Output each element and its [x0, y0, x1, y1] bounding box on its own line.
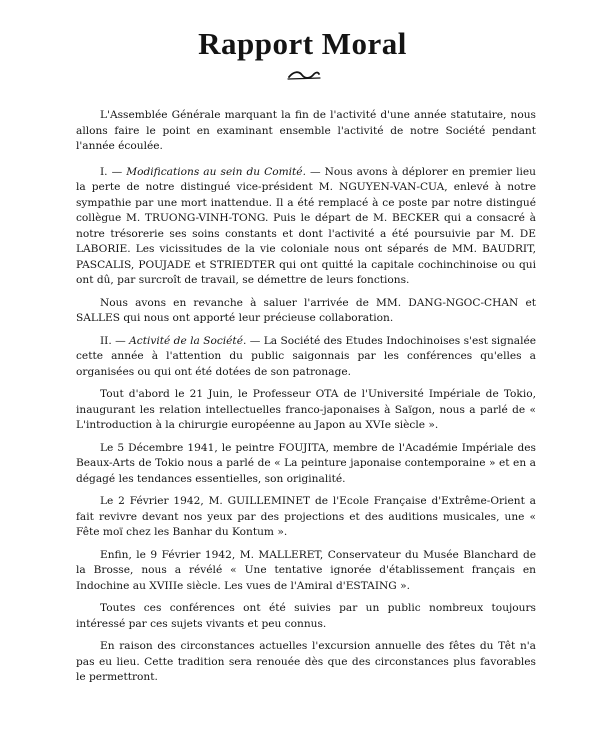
section-number: II. — [100, 334, 126, 347]
paragraph-text: Le 5 Décembre 1941, le peintre FOUJITA, membre de l'Académie Impériale des Beaux-Arts de Tokio nous a parlé de « La peinture japonaise contemporaine » et en a dégagé les tendances essentielles, son originalité. [76, 441, 536, 485]
paragraph-text: La Société des Etudes Indochinoises s'est signalée cette année à l'attention du public saigonnais par les conférences qu'elles a organisées ou qui ont été dotées de son patronage. [76, 334, 537, 378]
section-heading: Activité de la Société. — [129, 334, 261, 347]
paragraph-text: Toutes ces conférences ont été suivies par un public nombreux toujours intéressé par ces sujets vivants et peu connus. [76, 602, 536, 630]
report-body [76, 108, 536, 693]
paragraph-intro [76, 108, 536, 155]
ornament-flourish-icon [286, 68, 322, 82]
paragraph-section-1 [76, 165, 536, 289]
paragraph-ota [76, 387, 536, 434]
paragraph-text: En raison des circonstances actuelles l'excursion annuelle des fêtes du Têt n'a pas eu lieu. Cette tradition sera renouée dès que des circonstances plus favorables le permettront. [76, 640, 536, 683]
paragraph-text: Le 2 Février 1942, M. GUILLEMINET de l'Ecole Française d'Extrême-Orient a fait revivre devant nos yeux par des projections et des auditions musicales, une « Fête moï chez les Banhar du Kontum ». [76, 495, 536, 538]
paragraph-text: L'Assemblée Générale marquant la fin de l'activité d'une année statutaire, nous allons faire le point en examinant ensemble l'activité de notre Société pendant l'année écoulée. [76, 109, 536, 152]
paragraph-malleret [76, 548, 536, 595]
paragraph-foujita [76, 441, 536, 488]
paragraph-text: Enfin, le 9 Février 1942, M. MALLERET, Conservateur du Musée Blanchard de la Brosse, nous a révélé « Une tentative ignorée d'établissement français en Indochine au XVIIIe siècle. Les vues de l'Amiral d'ESTAING ». [76, 548, 536, 592]
section-number: I. — [100, 165, 123, 178]
paragraph-excursion [76, 639, 536, 686]
paragraph-section-2 [76, 334, 536, 381]
paragraph-new-members [76, 296, 536, 327]
section-heading: Modifications au sein du Comité. — [126, 165, 321, 178]
paragraph-conferences [76, 601, 536, 632]
paragraph-text: Nous avons à déplorer en premier lieu la perte de notre distingué vice-président M. NGUYEN-VAN-CUA, enlevé à notre sympathie par une mort inattendue. Il a été remplacé à ce poste par notre distingué collègue M. TRUONG-VINH-TONG. Puis le départ de M. BECKER qui a consacré à notre trésorerie ses soins constants et dont l'activité a été poursuivie par M. DE LABORIE. Les vicissitudes de la vie coloniale nous ont séparés de MM. BAUDRIT, PASCALIS, POUJADE et STRIEDTER qui ont quitté la capitale cochinchinoise ou qui ont dû, par surcroît de travail, se démettre de leurs fonctions. [76, 165, 536, 286]
page-title: Rapport Moral [198, 26, 407, 61]
paragraph-text: Nous avons en revanche à saluer l'arrivée de MM. DANG-NGOC-CHAN et SALLES qui nous ont apporté leur précieuse collaboration. [76, 296, 536, 324]
paragraph-text: Tout d'abord le 21 Juin, le Professeur OTA de l'Université Impériale de Tokio, inaugurant les relation intellectuelles franco-japonaises à Saïgon, nous a parlé de « L'introduction à la chirurgie européenne au Japon au XVIe siècle ». [76, 388, 536, 431]
paragraph-guilleminet [76, 494, 536, 541]
